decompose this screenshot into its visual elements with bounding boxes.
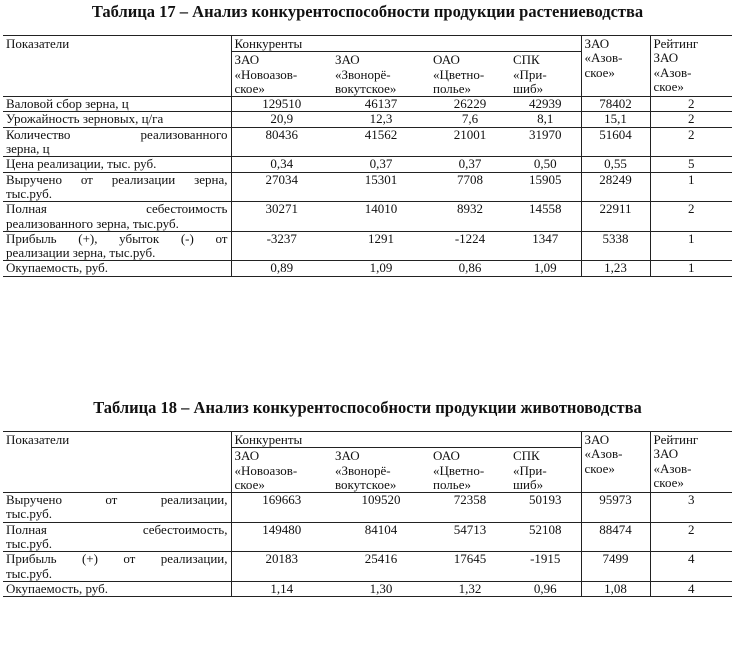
cell-line: ЗАО (234, 52, 260, 68)
table-row (3, 522, 732, 552)
header-competitor-2 (332, 448, 430, 493)
label-line: Количество реализованного (6, 126, 228, 142)
cell-line: «Новоазов- (234, 66, 298, 82)
label-line: тыс.руб. (6, 185, 52, 201)
row-label (3, 202, 231, 232)
cell-line: ЗАО (335, 52, 360, 68)
cell-line: Рейтинг (653, 432, 699, 447)
value-cell: 14010 (332, 202, 430, 232)
cell-line: «Азов- (653, 64, 692, 80)
value-cell: 78402 (581, 97, 650, 112)
cell-line: Рейтинг (653, 36, 699, 51)
value-cell: 1 (650, 172, 732, 202)
cell-line: ское» (653, 78, 684, 94)
value-cell: 95973 (581, 493, 650, 523)
value-cell: 2 (650, 97, 732, 112)
value-cell: 1291 (332, 231, 430, 261)
value-cell: 4 (650, 552, 732, 582)
table-row (3, 112, 732, 127)
label-line: Окупаемость, руб. (6, 580, 108, 596)
value-cell: 0,37 (430, 157, 510, 172)
header-own-company (581, 36, 650, 97)
table-row (3, 581, 732, 596)
value-cell: 1 (650, 261, 732, 276)
label-line: Прибыль (+) от реализации, (6, 551, 228, 567)
table-row (3, 127, 732, 157)
value-cell: 72358 (430, 493, 510, 523)
cell-line: СПК (513, 448, 540, 464)
header-competitors: Конкуренты (231, 432, 581, 448)
value-cell: 30271 (231, 202, 332, 232)
cell-line: «Новоазов- (234, 462, 298, 478)
value-cell: 20183 (231, 552, 332, 582)
label-line: тыс.руб. (6, 536, 52, 552)
row-label (3, 522, 231, 552)
label-line: тыс.руб. (6, 506, 52, 522)
value-cell: 129510 (231, 97, 332, 112)
value-cell: 4 (650, 581, 732, 596)
table-row (3, 552, 732, 582)
header-competitor-4 (510, 52, 581, 97)
value-cell: 149480 (231, 522, 332, 552)
value-cell: 14558 (510, 202, 581, 232)
table18 (3, 431, 732, 597)
value-cell: 27034 (231, 172, 332, 202)
label-line: Окупаемость, руб. (6, 260, 108, 276)
table-row (3, 97, 732, 112)
cell-line: «Звонорё- (335, 66, 391, 82)
value-cell: 80436 (231, 127, 332, 157)
label-line: Цена реализации, тыс. руб. (6, 156, 157, 172)
cell-line: ЗАО (653, 446, 679, 462)
value-cell: 2 (650, 112, 732, 127)
row-label (3, 261, 231, 276)
value-cell: 7499 (581, 552, 650, 582)
cell-line: «Звонорё- (335, 462, 391, 478)
value-cell: 7708 (430, 172, 510, 202)
value-cell: 1,08 (581, 581, 650, 596)
table-row (3, 172, 732, 202)
value-cell: 2 (650, 202, 732, 232)
cell-line: ское» (653, 474, 684, 490)
cell-line: «Азов- (584, 446, 623, 462)
cell-line: вокутское» (335, 476, 397, 492)
cell-line: ОАО (433, 52, 460, 68)
value-cell: 5338 (581, 231, 650, 261)
table-row (3, 202, 732, 232)
cell-line: ское» (234, 476, 265, 492)
label-line: Прибыль (+), убыток (-) от (6, 230, 228, 246)
value-cell: 1 (650, 231, 732, 261)
row-label (3, 127, 231, 157)
value-cell: 17645 (430, 552, 510, 582)
value-cell: 46137 (332, 97, 430, 112)
value-cell: 28249 (581, 172, 650, 202)
value-cell: 52108 (510, 522, 581, 552)
value-cell: 1,09 (332, 261, 430, 276)
value-cell: 50193 (510, 493, 581, 523)
cell-line: ЗАО (335, 448, 360, 464)
value-cell: 0,55 (581, 157, 650, 172)
header-competitor-2 (332, 52, 430, 97)
value-cell: 31970 (510, 127, 581, 157)
value-cell: 41562 (332, 127, 430, 157)
value-cell: 15905 (510, 172, 581, 202)
cell-line: ЗАО (584, 432, 610, 447)
cell-line: «При- (513, 462, 547, 478)
cell-line: СПК (513, 52, 540, 68)
value-cell: 2 (650, 522, 732, 552)
cell-line: ЗАО (584, 36, 610, 51)
header-competitor-3 (430, 52, 510, 97)
cell-line: «Цветно- (433, 66, 485, 82)
value-cell: 15301 (332, 172, 430, 202)
value-cell: 5 (650, 157, 732, 172)
label-line: Полная себестоимость, (6, 521, 228, 537)
value-cell: 20,9 (231, 112, 332, 127)
value-cell: 88474 (581, 522, 650, 552)
table-row (3, 231, 732, 261)
value-cell: 169663 (231, 493, 332, 523)
row-label (3, 231, 231, 261)
label-line: Выручено от реализации, (6, 492, 228, 508)
value-cell: 1,30 (332, 581, 430, 596)
cell-line: шиб» (513, 80, 544, 96)
cell-line: полье» (433, 476, 471, 492)
cell-line: ЗАО (234, 448, 260, 464)
cell-line: полье» (433, 80, 471, 96)
value-cell: -1915 (510, 552, 581, 582)
value-cell: 0,86 (430, 261, 510, 276)
value-cell: 0,34 (231, 157, 332, 172)
cell-line: «При- (513, 66, 547, 82)
value-cell: 15,1 (581, 112, 650, 127)
header-rating (650, 432, 732, 493)
table-row (3, 261, 732, 276)
header-indicators: Показатели (3, 36, 231, 97)
value-cell: 1347 (510, 231, 581, 261)
label-line: Выручено от реализации зерна, (6, 171, 228, 187)
header-competitor-4 (510, 448, 581, 493)
row-label (3, 157, 231, 172)
cell-line: «Цветно- (433, 462, 485, 478)
value-cell: 0,96 (510, 581, 581, 596)
value-cell: 1,32 (430, 581, 510, 596)
label-line: Валовой сбор зерна, ц (6, 96, 129, 112)
value-cell: 51604 (581, 127, 650, 157)
header-rating (650, 36, 732, 97)
header-competitors: Конкуренты (231, 36, 581, 52)
header-indicators: Показатели (3, 432, 231, 493)
label-line: Урожайность зерновых, ц/га (6, 111, 164, 127)
value-cell: 8,1 (510, 112, 581, 127)
header-competitor-3 (430, 448, 510, 493)
value-cell: 22911 (581, 202, 650, 232)
table17 (3, 35, 732, 277)
value-cell: 0,50 (510, 157, 581, 172)
value-cell: 1,23 (581, 261, 650, 276)
cell-line: «Азов- (653, 460, 692, 476)
value-cell: 42939 (510, 97, 581, 112)
header-competitor-1 (231, 448, 332, 493)
value-cell: 21001 (430, 127, 510, 157)
value-cell: -3237 (231, 231, 332, 261)
label-line: Полная себестоимость (6, 201, 228, 217)
row-label (3, 493, 231, 523)
cell-line: вокутское» (335, 80, 397, 96)
value-cell: 0,89 (231, 261, 332, 276)
cell-line: ское» (584, 64, 615, 80)
row-label (3, 112, 231, 127)
value-cell: 109520 (332, 493, 430, 523)
table-row (3, 157, 732, 172)
header-competitor-1 (231, 52, 332, 97)
row-label (3, 581, 231, 596)
value-cell: 12,3 (332, 112, 430, 127)
label-line: реализованного зерна, тыс.руб. (6, 215, 179, 231)
value-cell: 25416 (332, 552, 430, 582)
label-line: реализации зерна, тыс.руб. (6, 245, 156, 261)
value-cell: 8932 (430, 202, 510, 232)
label-line: зерна, ц (6, 141, 50, 157)
row-label (3, 172, 231, 202)
value-cell: 3 (650, 493, 732, 523)
value-cell: 7,6 (430, 112, 510, 127)
cell-line: «Азов- (584, 50, 623, 66)
value-cell: 1,14 (231, 581, 332, 596)
table17-title: Таблица 17 – Анализ конкурентоспособности продукции растениеводства (91, 2, 644, 21)
cell-line: ское» (584, 460, 615, 476)
value-cell: 1,09 (510, 261, 581, 276)
cell-line: шиб» (513, 476, 544, 492)
value-cell: -1224 (430, 231, 510, 261)
cell-line: ОАО (433, 448, 460, 464)
value-cell: 2 (650, 127, 732, 157)
value-cell: 54713 (430, 522, 510, 552)
table-row (3, 493, 732, 523)
value-cell: 26229 (430, 97, 510, 112)
label-line: тыс.руб. (6, 565, 52, 581)
row-label (3, 97, 231, 112)
cell-line: ЗАО (653, 50, 679, 66)
cell-line: ское» (234, 80, 265, 96)
value-cell: 0,37 (332, 157, 430, 172)
value-cell: 84104 (332, 522, 430, 552)
row-label (3, 552, 231, 582)
table18-title: Таблица 18 – Анализ конкурентоспособности продукции животноводства (93, 398, 642, 417)
header-own-company (581, 432, 650, 493)
